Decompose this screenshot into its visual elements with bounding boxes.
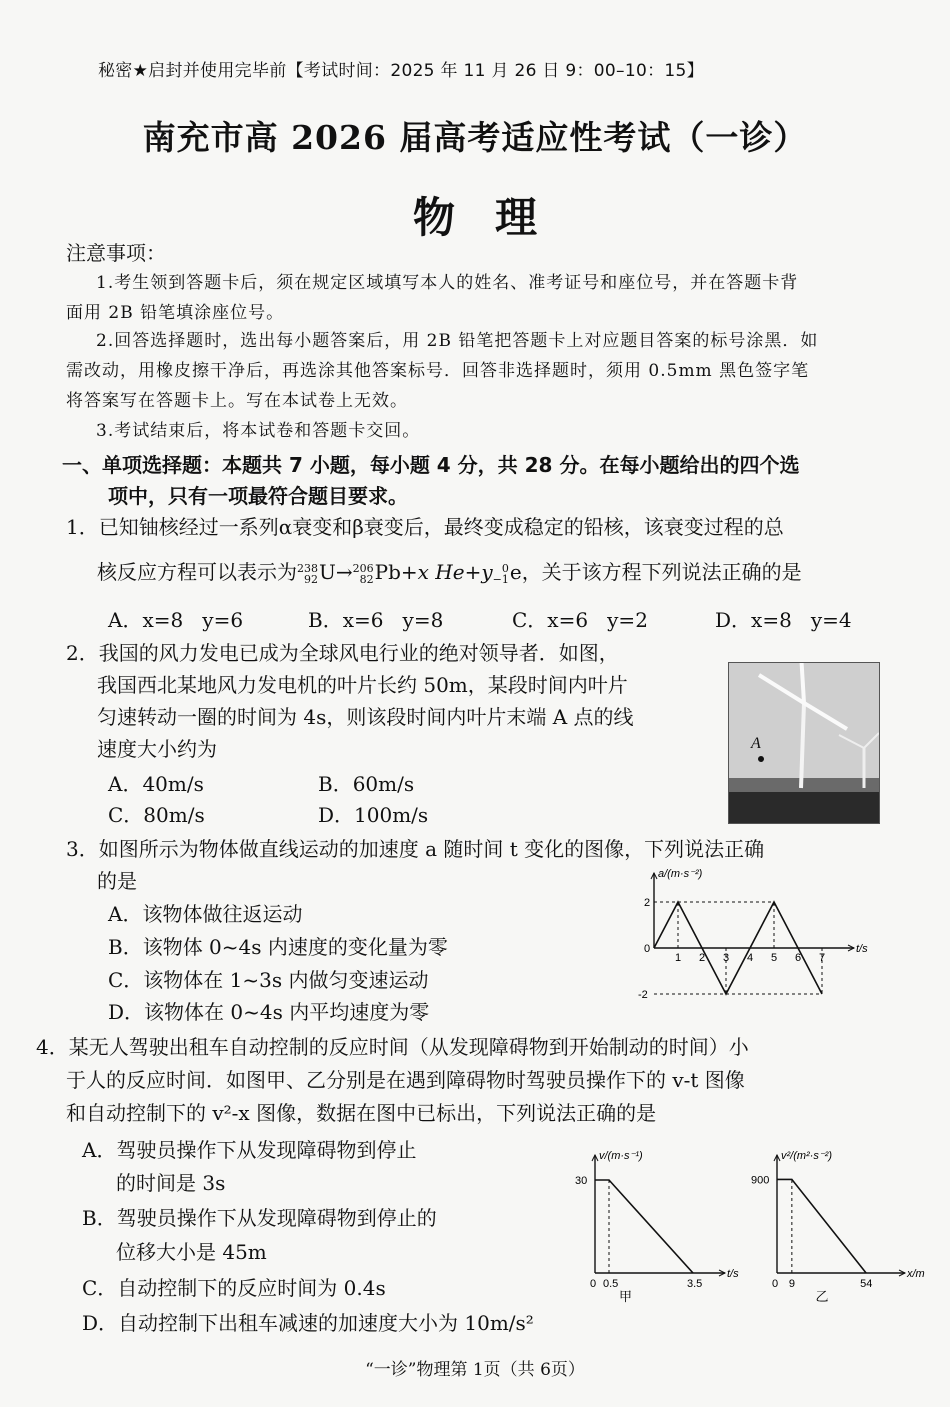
section-heading: 一、单项选择题：本题共 7 小题，每小题 4 分，共 28 分。在每小题给出的四个选 xyxy=(62,453,800,477)
vx-x-tick: 0 xyxy=(772,1278,779,1290)
vx-y-label: v²/(m²·s⁻²) xyxy=(781,1150,833,1162)
q4-option-a-cont: 的时间是 3s xyxy=(116,1171,226,1195)
q4-stem: 和自动控制下的 v²-x 图像，数据在图中已标出，下列说法正确的是 xyxy=(66,1101,657,1125)
at-x-tick: 6 xyxy=(795,952,802,964)
q2-option-c: C．80m/s xyxy=(108,803,205,827)
q4-option-b-cont: 位移大小是 45m xyxy=(116,1240,267,1264)
vt-y-label: v/(m·s⁻¹) xyxy=(599,1150,643,1162)
vx-x-tick: 9 xyxy=(788,1278,795,1290)
at-x-tick: 3 xyxy=(723,952,730,964)
q2-stem: 速度大小约为 xyxy=(97,737,217,761)
at-x-tick: 7 xyxy=(819,952,826,964)
velocity-time-chart xyxy=(565,1143,745,1313)
at-x-tick: 2 xyxy=(699,952,706,964)
at-y-label: a/(m·s⁻²) xyxy=(658,868,703,880)
q4-stem: 于人的反应时间．如图甲、乙分别是在遇到障碍物时驾驶员操作下的 v-t 图像 xyxy=(66,1068,745,1092)
q2-option-d: D．100m/s xyxy=(318,803,429,827)
q3-option-c: C．该物体在 1~3s 内做匀变速运动 xyxy=(108,968,429,992)
notice-item: 需改动，用橡皮擦干净后，再选涂其他答案标号．回答非选择题时，须用 0.5mm 黑色签字笔 xyxy=(66,361,810,381)
point-a-label: A xyxy=(751,735,761,752)
q3-stem: 3．如图所示为物体做直线运动的加速度 a 随时间 t 变化的图像，下列说法正确 xyxy=(66,837,765,861)
vt-series-line xyxy=(595,1180,693,1273)
vt-y-tick: 30 xyxy=(575,1175,588,1187)
vt-x-label: t/s xyxy=(727,1268,739,1280)
q2-stem: 匀速转动一圈的时间为 4s，则该段时间内叶片末端 A 点的线 xyxy=(97,705,634,729)
q3-option-a: A．该物体做往返运动 xyxy=(108,902,303,926)
wind-turbine-photo xyxy=(728,662,880,824)
q1-stem: 1．已知铀核经过一系列α衰变和β衰变后，最终变成稳定的铅核，该衰变过程的总 xyxy=(66,515,784,539)
q1-equation-line: 核反应方程可以表示为 238 92 U→ 206 82 Pb+x He+y 0 −1 e，关于该方程下列说法正确的是 xyxy=(97,560,802,586)
at-y-tick: 2 xyxy=(644,897,651,909)
vx-x-tick: 54 xyxy=(860,1278,873,1290)
notice-item: 3.考试结束后，将本试卷和答题卡交回。 xyxy=(96,421,421,441)
q4-option-c: C．自动控制下的反应时间为 0.4s xyxy=(82,1276,386,1300)
subject-title: 物理 xyxy=(412,193,577,242)
q1-option-c: C．x=6 y=2 xyxy=(512,608,648,632)
at-y-tick: -2 xyxy=(638,989,648,1001)
notice-item: 2.回答选择题时，选出每小题答案后，用 2B 铅笔把答题卡上对应题目答案的标号涂黑．如 xyxy=(96,331,819,351)
q2-stem: 2．我国的风力发电已成为全球风电行业的绝对领导者．如图， xyxy=(66,641,619,665)
q1-option-a: A．x=8 y=6 xyxy=(108,608,244,632)
vt-caption: 甲 xyxy=(619,1289,633,1304)
notice-item: 1.考生领到答题卡后，须在规定区域填写本人的姓名、准考证号和座位号，并在答题卡背 xyxy=(96,273,799,293)
velocity-squared-displacement-chart xyxy=(745,1143,925,1313)
exam-title: 南充市高 2026 届高考适应性考试（一诊） xyxy=(142,118,808,157)
q3-option-d: D．该物体在 0~4s 内平均速度为零 xyxy=(108,1000,430,1024)
vx-caption: 乙 xyxy=(815,1289,829,1304)
at-x-label: t/s xyxy=(856,943,868,955)
q4-option-b: B．驾驶员操作下从发现障碍物到停止的 xyxy=(82,1206,437,1230)
q4-option-d: D．自动控制下出租车减速的加速度大小为 10m/s² xyxy=(82,1311,534,1335)
vx-y-tick: 900 xyxy=(751,1174,770,1187)
notice-item: 面用 2B 铅笔填涂座位号。 xyxy=(66,303,285,323)
q1-option-d: D．x=8 y=4 xyxy=(715,608,852,632)
at-x-tick: 4 xyxy=(747,952,754,964)
notice-heading: 注意事项： xyxy=(66,241,166,265)
q3-stem-cont: 的是 xyxy=(97,869,137,893)
acceleration-time-chart xyxy=(632,868,872,1008)
q2-option-a: A．40m/s xyxy=(108,772,204,796)
vt-x-tick: 3.5 xyxy=(687,1278,703,1290)
section-heading-cont: 项中，只有一项最符合题目要求。 xyxy=(108,484,408,508)
vx-x-label: x/m xyxy=(907,1268,925,1280)
vt-x-tick: 0 xyxy=(590,1278,597,1290)
q2-option-b: B．60m/s xyxy=(318,772,415,796)
at-y-tick: 0 xyxy=(644,943,651,955)
at-x-tick: 1 xyxy=(675,952,682,964)
page-footer: “一诊”物理第 1页（共 6页） xyxy=(365,1360,585,1380)
q4-option-a: A．驾驶员操作下从发现障碍物到停止 xyxy=(82,1138,417,1162)
q3-option-b: B．该物体 0~4s 内速度的变化量为零 xyxy=(108,935,448,959)
q4-stem: 4．某无人驾驶出租车自动控制的反应时间（从发现障碍物到开始制动的时间）小 xyxy=(36,1035,749,1059)
at-x-tick: 5 xyxy=(771,952,778,964)
notice-item: 将答案写在答题卡上。写在本试卷上无效。 xyxy=(66,391,408,411)
secret-line: 秘密★启封并使用完毕前【考试时间：2025 年 11 月 26 日 9：00–10：15】 xyxy=(98,61,704,81)
vx-series-line xyxy=(777,1179,866,1273)
q2-stem: 我国西北某地风力发电机的叶片长约 50m，某段时间内叶片 xyxy=(97,673,628,697)
vt-x-tick: 0.5 xyxy=(603,1278,619,1290)
q1-option-b: B．x=6 y=8 xyxy=(308,608,444,632)
